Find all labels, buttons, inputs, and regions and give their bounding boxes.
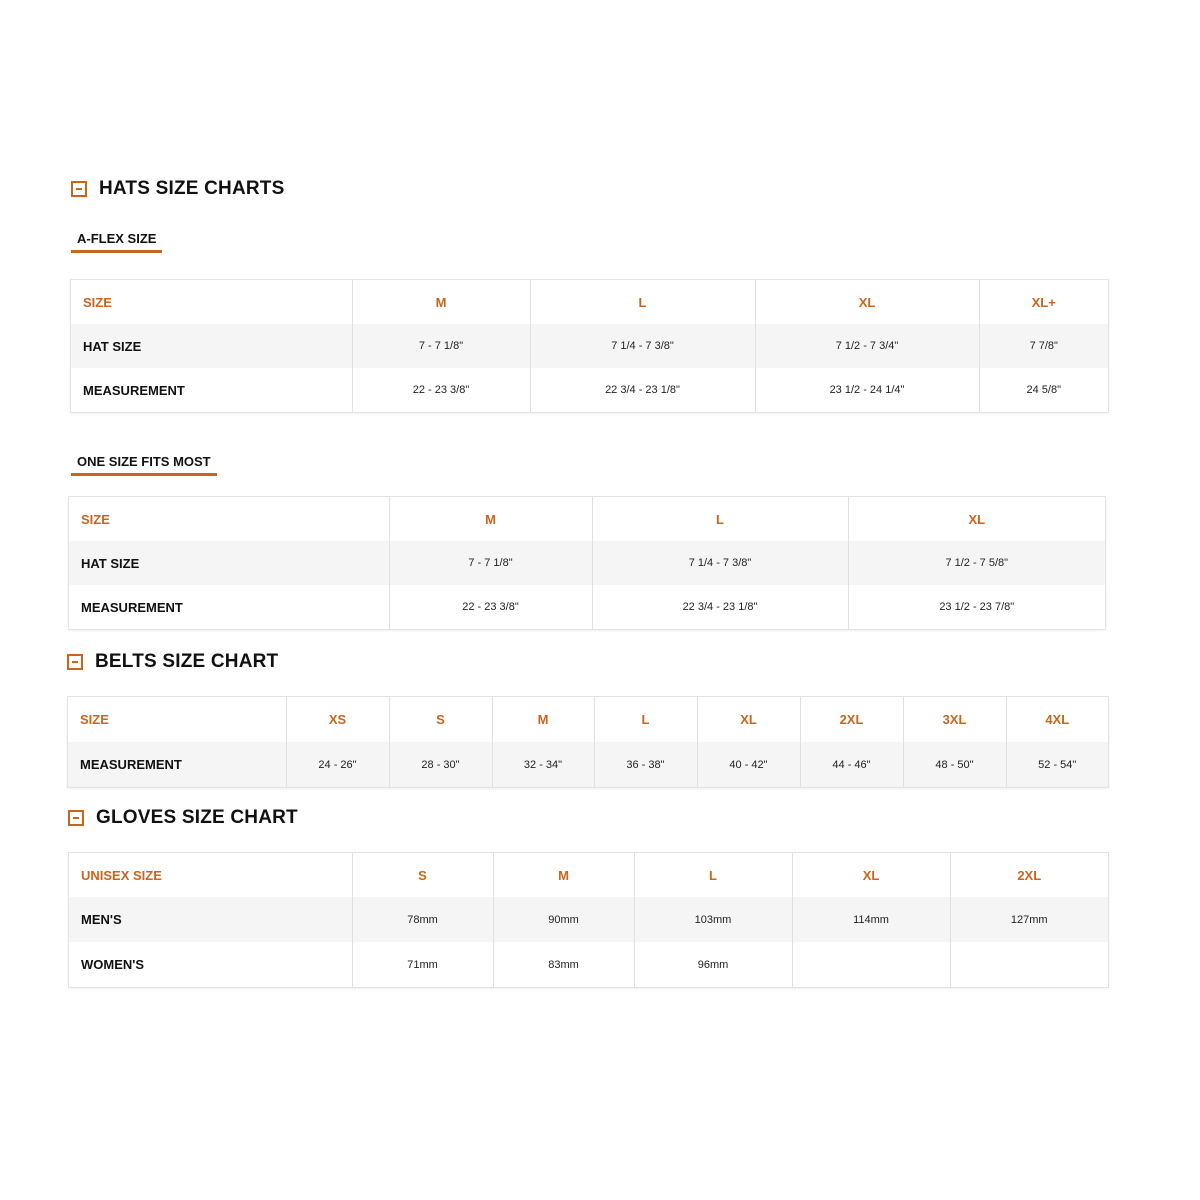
row-label: MEASUREMENT xyxy=(69,585,389,629)
table-cell: 22 - 23 3/8" xyxy=(389,585,592,629)
header-cell: S xyxy=(352,853,493,897)
header-cell: L xyxy=(594,697,697,742)
table-cell: 23 1/2 - 23 7/8" xyxy=(848,585,1105,629)
table-cell: 71mm xyxy=(352,942,493,987)
row-label: HAT SIZE xyxy=(69,541,389,585)
table-row xyxy=(68,742,1108,787)
header-cell: 3XL xyxy=(903,697,1006,742)
osfm-size-table xyxy=(69,497,1105,629)
table-cell: 44 - 46" xyxy=(800,742,903,787)
table-cell: 7 1/2 - 7 5/8" xyxy=(848,541,1105,585)
table-cell: 103mm xyxy=(634,897,792,942)
header-cell: UNISEX SIZE xyxy=(69,853,352,897)
table-cell: 24 - 26" xyxy=(286,742,389,787)
row-label: MEASUREMENT xyxy=(68,742,286,787)
table-cell: 22 - 23 3/8" xyxy=(352,368,530,412)
table-cell: 7 1/2 - 7 3/4" xyxy=(755,324,979,368)
header-cell: XL xyxy=(792,853,950,897)
table-cell: 78mm xyxy=(352,897,493,942)
table-cell: 7 - 7 1/8" xyxy=(352,324,530,368)
table-cell xyxy=(950,942,1108,987)
table-cell: 114mm xyxy=(792,897,950,942)
table-cell: 90mm xyxy=(493,897,634,942)
table-cell: 7 1/4 - 7 3/8" xyxy=(592,541,848,585)
table-cell: 96mm xyxy=(634,942,792,987)
aflex-subheading: A-FLEX SIZE xyxy=(71,231,162,253)
table-row xyxy=(69,897,1108,942)
header-cell: S xyxy=(389,697,492,742)
hats-section-heading xyxy=(71,178,284,200)
table-cell: 40 - 42" xyxy=(697,742,800,787)
table-cell: 7 - 7 1/8" xyxy=(389,541,592,585)
table-header-row xyxy=(68,697,1108,742)
table-cell xyxy=(792,942,950,987)
table-header-row xyxy=(69,853,1108,897)
header-cell: XL xyxy=(755,280,979,324)
row-label: HAT SIZE xyxy=(71,324,352,368)
row-label: WOMEN'S xyxy=(69,942,352,987)
header-cell: L xyxy=(592,497,848,541)
table-cell: 48 - 50" xyxy=(903,742,1006,787)
header-cell: 2XL xyxy=(800,697,903,742)
header-cell: L xyxy=(530,280,755,324)
table-cell: 52 - 54" xyxy=(1006,742,1108,787)
aflex-size-table xyxy=(71,280,1108,412)
header-cell: M xyxy=(493,853,634,897)
header-cell: M xyxy=(389,497,592,541)
header-cell: M xyxy=(492,697,594,742)
table-cell: 7 1/4 - 7 3/8" xyxy=(530,324,755,368)
header-cell: SIZE xyxy=(71,280,352,324)
table-cell: 83mm xyxy=(493,942,634,987)
table-cell: 22 3/4 - 23 1/8" xyxy=(530,368,755,412)
table-row xyxy=(69,942,1108,987)
gloves-size-table xyxy=(69,853,1108,987)
header-cell: L xyxy=(634,853,792,897)
header-cell: XL+ xyxy=(979,280,1108,324)
hats-heading-text: HATS SIZE CHARTS xyxy=(99,178,285,199)
osfm-subheading: ONE SIZE FITS MOST xyxy=(71,454,217,476)
table-cell: 22 3/4 - 23 1/8" xyxy=(592,585,848,629)
table-header-row xyxy=(71,280,1108,324)
table-cell: 36 - 38" xyxy=(594,742,697,787)
header-cell: 4XL xyxy=(1006,697,1108,742)
table-cell: 32 - 34" xyxy=(492,742,594,787)
table-row xyxy=(71,324,1108,368)
table-cell: 23 1/2 - 24 1/4" xyxy=(755,368,979,412)
checkbox-icon xyxy=(71,181,87,197)
header-cell: M xyxy=(352,280,530,324)
table-row xyxy=(69,541,1105,585)
table-row xyxy=(69,585,1105,629)
gloves-section-heading xyxy=(68,807,298,829)
belts-size-table xyxy=(68,697,1108,787)
row-label: MEN'S xyxy=(69,897,352,942)
gloves-heading-text: GLOVES SIZE CHART xyxy=(96,807,298,828)
header-cell: XL xyxy=(848,497,1105,541)
belts-heading-text: BELTS SIZE CHART xyxy=(95,651,279,672)
header-cell: SIZE xyxy=(68,697,286,742)
header-cell: 2XL xyxy=(950,853,1108,897)
table-cell: 7 7/8" xyxy=(979,324,1108,368)
header-cell: SIZE xyxy=(69,497,389,541)
table-header-row xyxy=(69,497,1105,541)
table-cell: 127mm xyxy=(950,897,1108,942)
table-cell: 24 5/8" xyxy=(979,368,1108,412)
row-label: MEASUREMENT xyxy=(71,368,352,412)
belts-section-heading xyxy=(67,651,278,673)
table-cell: 28 - 30" xyxy=(389,742,492,787)
table-row xyxy=(71,368,1108,412)
checkbox-icon xyxy=(67,654,83,670)
header-cell: XS xyxy=(286,697,389,742)
header-cell: XL xyxy=(697,697,800,742)
checkbox-icon xyxy=(68,810,84,826)
